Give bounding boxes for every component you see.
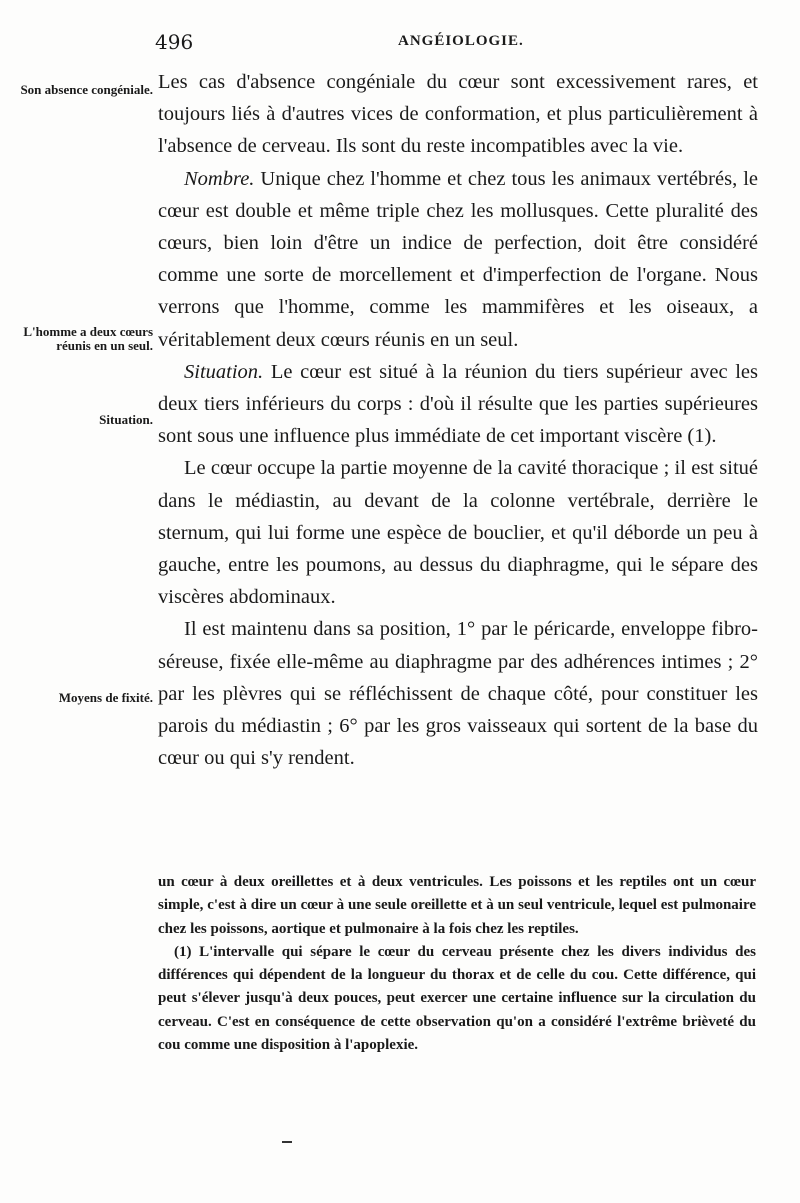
page-number: 496	[155, 30, 194, 54]
paragraph-lead-number: Nombre.	[184, 167, 255, 190]
bottom-mark	[282, 1141, 292, 1143]
paragraph-number: Nombre. Unique chez l'homme et chez tous les animaux vertébrés, le cœur est double et même triple chez les mollusques. Cette pluralité des cœurs, bien loin d'être un indice de perfection, doit être considéré comme une sorte de morcellement et d'imperfection de l'organe. Nous verrons que l'homme, comme les mammifères et les oiseaux, a véritablement deux cœurs réunis en un seul.	[158, 167, 758, 351]
margin-note-situation: Situation.	[99, 412, 153, 427]
main-text	[158, 66, 758, 774]
margin-note-two-hearts: L'homme a deux cœurs réunis en un seul.	[23, 324, 153, 353]
footnote-continuation: un cœur à deux oreillettes et à deux ventricules. Les poissons et les reptiles ont un cœur simple, c'est à dire un cœur à une seule oreillette et à un seul ventricule, lequel est pulmonaire chez les poissons, aortique et pulmonaire à la fois chez les reptiles.	[158, 874, 756, 937]
paragraph-situation: Situation. Le cœur est situé à la réunion du tiers supérieur avec les deux tiers inférieurs du corps : d'où il résulte que les parties supérieures sont sous une influence plus immédiate de cet important viscère (1).	[158, 360, 758, 448]
paragraph-position: Le cœur occupe la partie moyenne de la cavité thoracique ; il est situé dans le médiastin, au devant de la colonne vertébrale, derrière le sternum, qui lui forme une espèce de bouclier, et qu'il déborde un peu à gauche, entre les poumons, au dessus du diaphragme, qui le sépare des viscères abdominaux.	[158, 457, 758, 609]
paragraph-lead-situation: Situation.	[184, 360, 264, 383]
page-header	[155, 30, 755, 60]
running-title: ANGÉIOLOGIE.	[398, 33, 524, 49]
footnote-1: (1) L'intervalle qui sépare le cœur du cerveau présente chez les divers individus des différences qui dépendent de la longueur du thorax et de celle du cou. Cette différence, qui peut s'élever jusqu'à deux pouces, peut exercer une certaine influence sur la circulation du cerveau. C'est en conséquence de cette observation qu'on a considéré l'extrême brièveté du cou comme une disposition à l'apoplexie.	[158, 943, 756, 1054]
margin-note-absence: Son absence congéniale.	[20, 82, 153, 97]
footnotes	[158, 871, 756, 1057]
margin-note-fixity: Moyens de fixité.	[58, 690, 153, 705]
paragraph-absence: Les cas d'absence congéniale du cœur sont excessivement rares, et toujours liés à d'autres vices de conformation, et plus particulièrement à l'absence de cerveau. Ils sont du reste incompatibles avec la vie.	[158, 71, 758, 158]
paragraph-fixity: Il est maintenu dans sa position, 1° par le péricarde, enveloppe fibro-séreuse, fixée elle-même au diaphragme par des adhérences intimes ; 2° par les plèvres qui se réfléchissent de chaque côté, pour constituer les parois du médiastin ; 6° par les gros vaisseaux qui sortent de la base du cœur ou qui s'y rendent.	[158, 618, 758, 770]
